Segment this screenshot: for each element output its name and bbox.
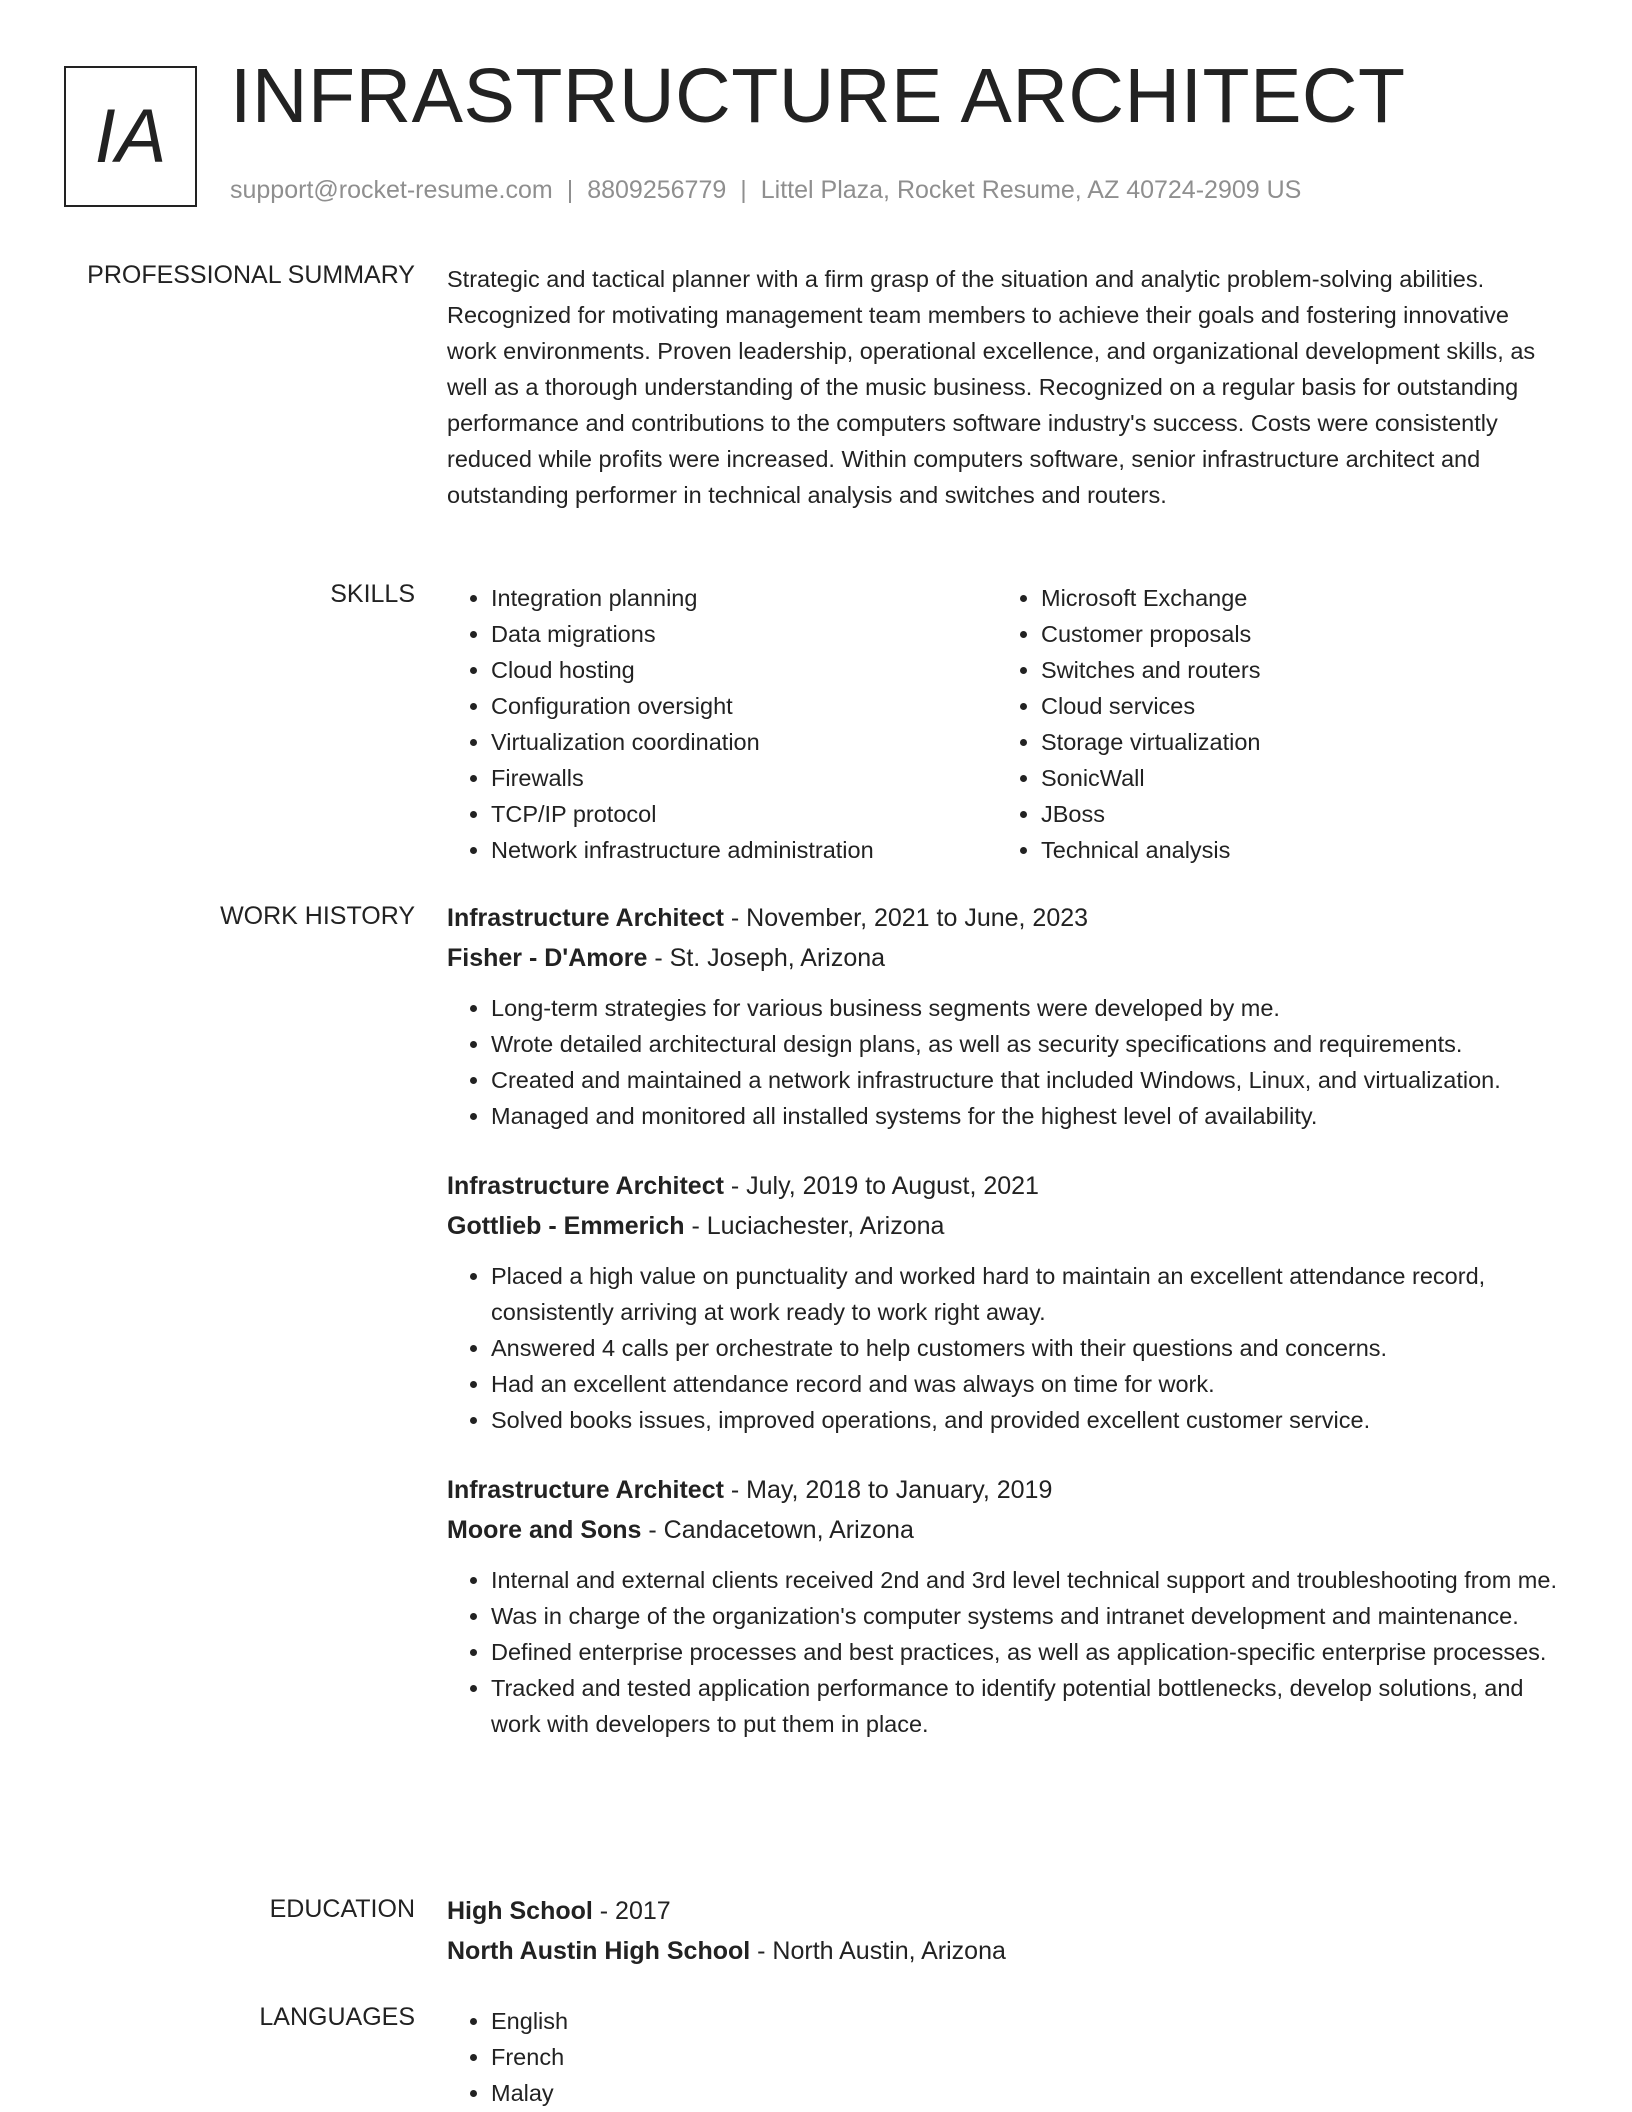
job-bullet: • Tracked and tested application performance to identify potential bottlenecks, develop solutions, and work with developers to put them in place. [491,1670,1562,1742]
section-label-education: EDUCATION [269,1895,415,1923]
skill-item: • Storage virtualization [1041,724,1547,760]
job-bullets [447,990,1562,1134]
monogram-logo: IA [64,66,197,207]
job-title: Infrastructure Architect [447,904,724,932]
page-title: INFRASTRUCTURE ARCHITECT [230,53,1406,139]
skills-body [447,580,1562,868]
job-bullet: • Placed a high value on punctuality and worked hard to maintain an excellent attendance record, consistently arriving at work ready to work right away. [491,1258,1562,1330]
skill-item: • Data migrations [491,616,997,652]
job-bullets [447,1562,1562,1742]
job-dates: - November, 2021 to June, 2023 [723,904,1089,932]
job-bullets [447,1258,1562,1438]
education-school: North Austin High School [447,1937,751,1965]
skill-item: • Virtualization coordination [491,724,997,760]
language-item: • French [491,2039,1562,2075]
skill-item: • TCP/IP protocol [491,796,997,832]
job-bullet: • Managed and monitored all installed systems for the highest level of availability. [491,1098,1562,1134]
job-bullet: • Answered 4 calls per orchestrate to help customers with their questions and concerns. [491,1330,1562,1366]
job-location: - Luciachester, Arizona [684,1212,945,1240]
job-location: - Candacetown, Arizona [641,1516,914,1544]
job-bullet: • Was in charge of the organization's computer systems and intranet development and maintenance. [491,1598,1562,1634]
contact-separator: | [566,176,574,204]
contact-separator: | [740,176,747,204]
education-year: - 2017 [592,1897,671,1925]
skill-item: • Technical analysis [1041,832,1547,868]
job-company: Moore and Sons [447,1516,642,1544]
job-company-line [447,1510,1562,1550]
language-item: • Malay [491,2075,1562,2111]
summary-body [447,261,1562,513]
skill-item: • JBoss [1041,796,1547,832]
skill-item: • Customer proposals [1041,616,1547,652]
job-bullet: • Created and maintained a network infrastructure that included Windows, Linux, and virtualization. [491,1062,1562,1098]
section-label-languages: LANGUAGES [259,2003,415,2031]
section-label-work-history: WORK HISTORY [220,902,415,930]
section-label-summary: PROFESSIONAL SUMMARY [87,261,415,289]
language-item: • English [491,2003,1562,2039]
education-body [447,1891,1562,1971]
languages-body [447,2003,1562,2111]
skill-item: • Firewalls [491,760,997,796]
job-bullet: • Wrote detailed architectural design plans, as well as security specifications and requirements. [491,1026,1562,1062]
skill-item: • Cloud services [1041,688,1547,724]
job-bullet: • Internal and external clients received 2nd and 3rd level technical support and troubleshooting from me. [491,1562,1562,1598]
job-company-line [447,1206,1562,1246]
job-title: Infrastructure Architect [447,1172,724,1200]
job-title-line [447,1470,1562,1510]
work-history-body [447,898,1562,1742]
contact-address: Littel Plaza, Rocket Resume, AZ 40724-2909 US [760,176,1302,204]
education-degree: High School [447,1897,593,1925]
summary-text: Strategic and tactical planner with a firm grasp of the situation and analytic problem-solving abilities. Recognized for motivating management team members to achieve their goals and fostering innovative work environments. Proven leadership, operational excellence, and organizational development skills, as well as a thorough understanding of the music business. Recognized on a regular basis for outstanding performance and contributions to the computers software industry's success. Costs were consistently reduced while profits were increased. Within computers software, senior infrastructure architect and outstanding performer in technical analysis and switches and routers. [447,266,1536,508]
job-entry [447,898,1562,1134]
education-school-line [447,1931,1562,1971]
education-degree-line [447,1891,1562,1931]
skills-list-left [447,580,997,868]
section-label-skills: SKILLS [330,580,415,608]
job-bullet: • Had an excellent attendance record and was always on time for work. [491,1366,1562,1402]
skill-item: • Configuration oversight [491,688,997,724]
job-bullet: • Defined enterprise processes and best practices, as well as application-specific enterprise processes. [491,1634,1562,1670]
contact-phone[interactable]: 8809256779 [587,176,727,204]
skill-item: • Integration planning [491,580,997,616]
job-dates: - May, 2018 to January, 2019 [723,1476,1053,1504]
contact-line [230,176,1301,205]
job-title: Infrastructure Architect [447,1476,724,1504]
contact-email[interactable]: support@rocket-resume.com [230,176,553,204]
skill-item: • Network infrastructure administration [491,832,997,868]
job-title-line [447,898,1562,938]
languages-list [447,2003,1562,2111]
education-location: - North Austin, Arizona [750,1937,1006,1965]
job-bullet: • Solved books issues, improved operations, and provided excellent customer service. [491,1402,1562,1438]
job-company-line [447,938,1562,978]
job-entry [447,1166,1562,1438]
skill-item: • Switches and routers [1041,652,1547,688]
job-title-line [447,1166,1562,1206]
skill-item: • SonicWall [1041,760,1547,796]
job-company: Gottlieb - Emmerich [447,1212,685,1240]
job-dates: - July, 2019 to August, 2021 [723,1172,1039,1200]
job-bullet: • Long-term strategies for various business segments were developed by me. [491,990,1562,1026]
job-company: Fisher - D'Amore [447,944,648,972]
skills-list-right [997,580,1547,868]
job-location: - St. Joseph, Arizona [647,944,886,972]
job-entry [447,1470,1562,1742]
skill-item: • Microsoft Exchange [1041,580,1547,616]
skill-item: • Cloud hosting [491,652,997,688]
